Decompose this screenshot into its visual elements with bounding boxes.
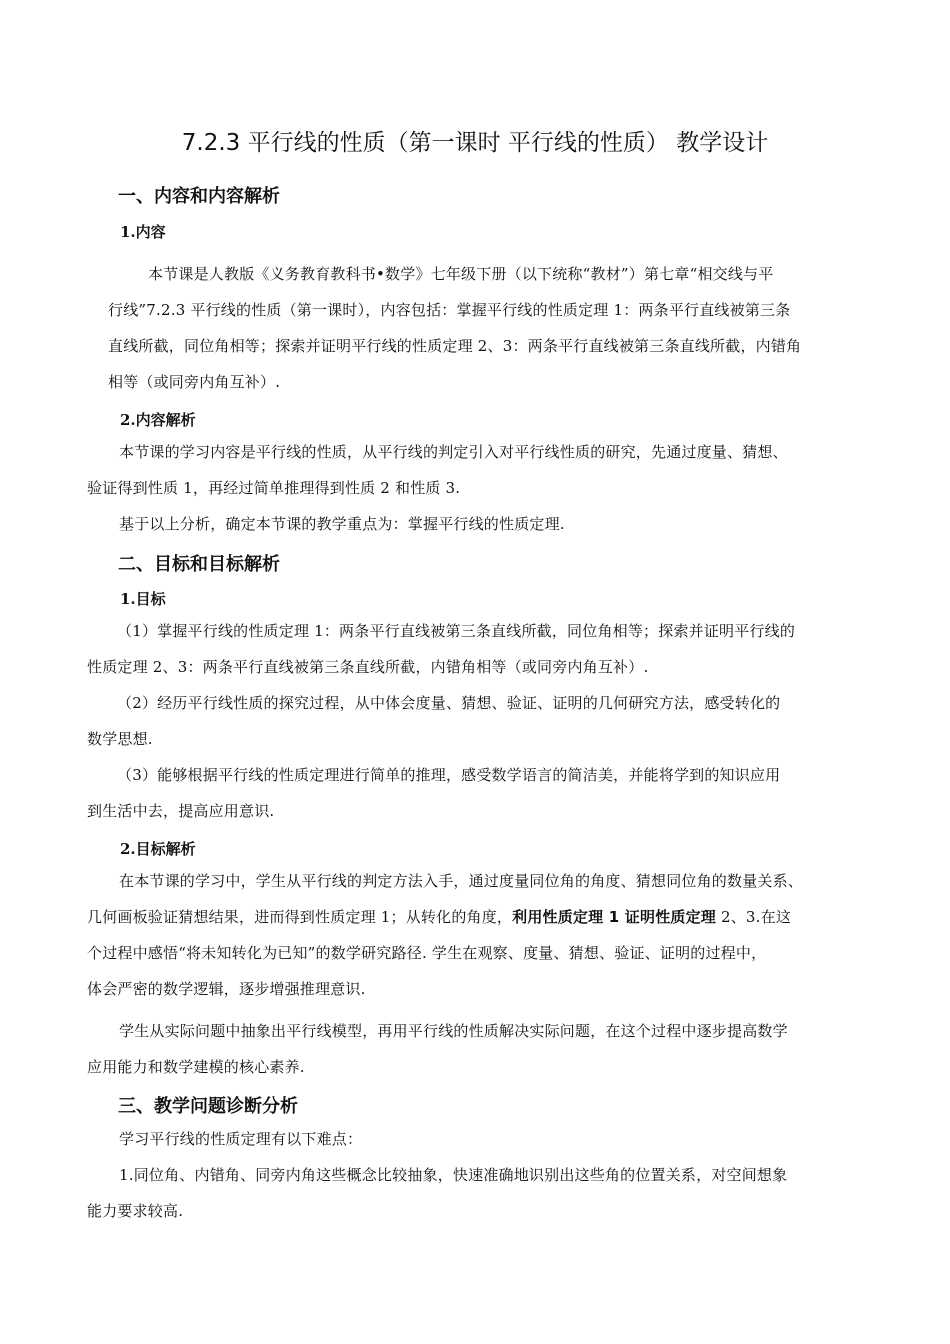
- paragraph-goal-analysis: [87, 863, 803, 1007]
- text-line: 直线所截，同位角相等；探索并证明平行线的性质定理 2、3：两条平行直线被第三条直线所截，内错角: [108, 337, 802, 355]
- paragraph-teaching-focus: [119, 506, 565, 542]
- text-line: 体会严密的数学逻辑，逐步增强推理意识.: [87, 980, 366, 998]
- text-line: 在本节课的学习中，学生从平行线的判定方法入手，通过度量同位角的角度、猜想同位角的数量关系、: [119, 872, 804, 890]
- text-line: 个过程中感悟“将未知转化为已知”的数学研究路径. 学生在观察、度量、猜想、验证、证明的过程中，: [87, 944, 767, 962]
- paragraph-goal-1: [87, 613, 795, 685]
- text-line: 能力要求较高.: [87, 1202, 184, 1220]
- section-heading-diagnosis: 三、教学问题诊断分析: [118, 1096, 298, 1117]
- paragraph-diagnosis-intro: [119, 1121, 362, 1157]
- text-line: 学习平行线的性质定理有以下难点：: [119, 1130, 363, 1148]
- paragraph-goal-2: [87, 685, 780, 757]
- text-line: 本节课是人教版《义务教育教科书•数学》七年级下册（以下统称“教材”）第七章“相交线与平: [148, 265, 774, 283]
- text-line: 相等（或同旁内角互补）.: [108, 373, 281, 391]
- subheading-goal-analysis: 2.目标解析: [120, 840, 196, 858]
- text-line: 性质定理 2、3：两条平行直线被第三条直线所截，内错角相等（或同旁内角互补）.: [87, 658, 649, 676]
- text-line: 1.同位角、内错角、同旁内角这些概念比较抽象，快速准确地识别出这些角的位置关系，对空间想象: [119, 1166, 788, 1184]
- text-line: 验证得到性质 1，再经过简单推理得到性质 2 和性质 3.: [87, 479, 461, 497]
- page-title: 7.2.3 平行线的性质（第一课时 平行线的性质） 教学设计: [181, 130, 769, 156]
- text-run: 几何画板验证猜想结果，进而得到性质定理 1；从转化的角度，: [87, 908, 513, 926]
- subheading-goals: 1.目标: [120, 590, 166, 608]
- text-line: 应用能力和数学建模的核心素养.: [87, 1058, 305, 1076]
- text-line: 基于以上分析，确定本节课的教学重点为：掌握平行线的性质定理.: [119, 515, 565, 533]
- text-line: 本节课的学习内容是平行线的性质，从平行线的判定引入对平行线性质的研究，先通过度量、猜想、: [119, 443, 788, 461]
- text-line: （2）经历平行线性质的探究过程，从中体会度量、猜想、验证、证明的几何研究方法，感受转化的: [117, 694, 781, 712]
- text-line: （3）能够根据平行线的性质定理进行简单的推理，感受数学语言的简洁美，并能将学到的知识应用: [117, 766, 781, 784]
- paragraph-content-analysis: [87, 434, 788, 506]
- text-run: 2、3.在这: [716, 908, 792, 926]
- text-line: 学生从实际问题中抽象出平行线模型，再用平行线的性质解决实际问题，在这个过程中逐步提高数学: [119, 1022, 788, 1040]
- section-heading-goals: 二、目标和目标解析: [118, 554, 280, 575]
- text-line: 到生活中去，提高应用意识.: [87, 802, 275, 820]
- text-line: 数学思想.: [87, 730, 153, 748]
- paragraph-content: [108, 256, 801, 400]
- paragraph-goal-3: [87, 757, 780, 829]
- text-line: （1）掌握平行线的性质定理 1：两条平行直线被第三条直线所截，同位角相等；探索并证明平行线的: [117, 622, 796, 640]
- text-line: [87, 899, 803, 935]
- subheading-content-analysis: 2.内容解析: [120, 411, 196, 429]
- text-line: 行线”7.2.3 平行线的性质（第一课时），内容包括：掌握平行线的性质定理 1：两条平行直线被第三条: [108, 301, 791, 319]
- subheading-content: 1.内容: [120, 223, 166, 241]
- paragraph-diagnosis-point-1: [87, 1157, 787, 1229]
- section-heading-content: 一、内容和内容解析: [118, 186, 280, 207]
- emphasized-text: 利用性质定理 1 证明性质定理: [512, 908, 717, 926]
- paragraph-goal-analysis-2: [87, 1013, 788, 1085]
